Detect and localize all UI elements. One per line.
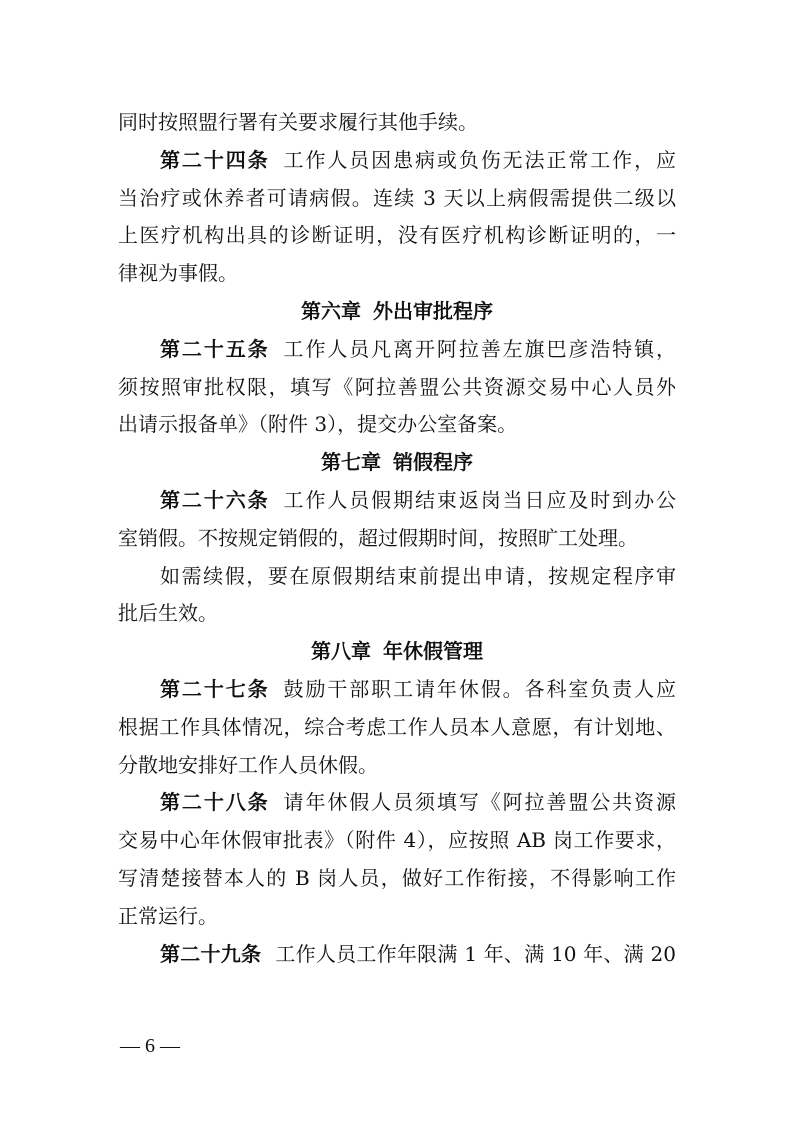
article-28-line-1: 第二十八条 请年休假人员须填写《阿拉善盟公共资源	[160, 790, 677, 815]
article-24-label: 第二十四条	[160, 147, 270, 172]
article-26-para2-line-1: 如需续假，要在原假期结束前提出申请，按规定程序审	[160, 563, 676, 588]
article-26-line-1: 第二十六条 工作人员假期结束返岗当日应及时到办公	[160, 487, 677, 512]
chapter-8-heading: 第八章 年休假管理	[311, 639, 483, 664]
article-28-label: 第二十八条	[160, 790, 270, 815]
article-24-line-4: 律视为事假。	[118, 261, 238, 286]
article-25-line-1: 第二十五条 工作人员凡离开阿拉善左旗巴彦浩特镇，	[160, 336, 677, 361]
text-line: 同时按照盟行署有关要求履行其他手续。	[118, 110, 478, 134]
article-24-line-2: 当治疗或休养者可请病假。连续 3 天以上病假需提供二级以	[118, 185, 676, 210]
article-24-line-1: 第二十四条 工作人员因患病或负伤无法正常工作，应	[160, 147, 677, 172]
article-27-line-1: 第二十七条 鼓励干部职工请年休假。各科室负责人应	[160, 676, 677, 701]
article-25-label: 第二十五条	[160, 336, 270, 361]
article-28-line-2: 交易中心年休假审批表》（附件 4），应按照 AB 岗工作要求，	[118, 828, 676, 853]
article-24-line-3: 上医疗机构出具的诊断证明，没有医疗机构诊断证明的，一	[118, 223, 676, 248]
article-29-label: 第二十九条	[160, 941, 262, 966]
article-25-line-3: 出请示报备单》（附件 3），提交办公室备案。	[118, 412, 518, 437]
article-26-para2-line-2: 批后生效。	[118, 601, 218, 626]
article-26-label: 第二十六条	[160, 487, 270, 512]
page-number: — 6 —	[120, 1035, 180, 1057]
article-28-line-4: 正常运行。	[118, 903, 218, 928]
article-27-label: 第二十七条	[160, 676, 270, 701]
article-26-line-2: 室销假。不按规定销假的，超过假期时间，按照旷工处理。	[118, 525, 638, 550]
chapter-7-heading: 第七章 销假程序	[321, 450, 473, 475]
chapter-6-heading: 第六章 外出审批程序	[301, 298, 493, 323]
article-27-line-3: 分散地安排好工作人员休假。	[118, 752, 378, 777]
article-25-line-2: 须按照审批权限，填写《阿拉善盟公共资源交易中心人员外	[118, 374, 676, 399]
article-29-line-1: 第二十九条 工作人员工作年限满 1 年、满 10 年、满 20	[160, 941, 677, 966]
article-28-line-3: 写清楚接替本人的 B 岗人员，做好工作衔接，不得影响工作	[118, 865, 676, 890]
document-body	[118, 104, 676, 973]
article-27-line-2: 根据工作具体情况，综合考虑工作人员本人意愿，有计划地、	[118, 714, 676, 739]
